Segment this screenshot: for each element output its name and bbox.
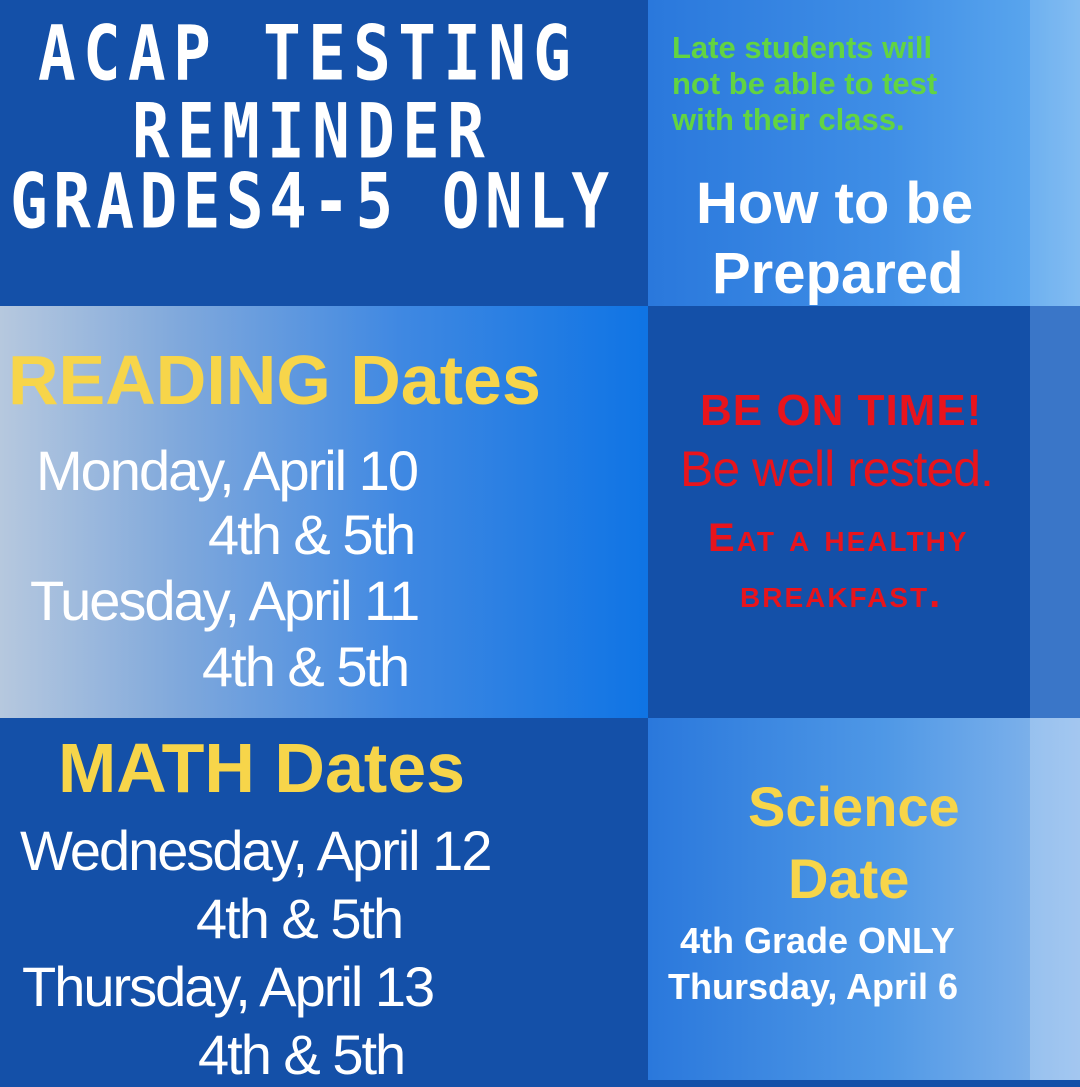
science-grade-note: 4th Grade ONLY [680, 920, 955, 961]
science-heading-line-2: Date [788, 847, 910, 910]
title-line-3: GRADES4-5 ONLY [10, 158, 615, 247]
prepared-heading-line-1: How to be [696, 171, 974, 236]
tip-breakfast-line-1: Eat a healthy [708, 516, 969, 560]
math-grades-2: 4th & 5th [198, 1023, 405, 1086]
science-date: Thursday, April 6 [668, 966, 959, 1007]
tip-breakfast-line-2: breakfast. [740, 572, 943, 616]
prepared-heading-line-2: Prepared [712, 241, 964, 306]
math-date-2: Thursday, April 13 [22, 955, 434, 1018]
late-notice-line-1: Late students will [672, 30, 933, 65]
reading-grades-2: 4th & 5th [202, 635, 409, 698]
reading-grades-1: 4th & 5th [208, 503, 415, 566]
reading-heading: READING Dates [8, 341, 541, 419]
math-heading: MATH Dates [58, 729, 466, 807]
reading-date-2: Tuesday, April 11 [30, 569, 419, 632]
late-notice-line-3: with their class. [672, 102, 905, 137]
late-notice-line-2: not be able to test [672, 66, 938, 101]
title-line-1: ACAP TESTING [38, 10, 579, 99]
math-grades-1: 4th & 5th [196, 887, 403, 950]
math-date-1: Wednesday, April 12 [20, 819, 491, 882]
title-line-2: REMINDER [132, 88, 493, 177]
tips-panel [648, 306, 1080, 718]
tip-rested: Be well rested. [680, 441, 993, 497]
science-heading-line-1: Science [748, 775, 960, 838]
decorative-strip [1030, 306, 1080, 718]
tip-on-time: BE ON TIME! [700, 386, 983, 435]
decorative-strip [1030, 718, 1080, 1080]
reading-date-1: Monday, April 10 [36, 439, 417, 502]
decorative-strip [1030, 0, 1080, 306]
